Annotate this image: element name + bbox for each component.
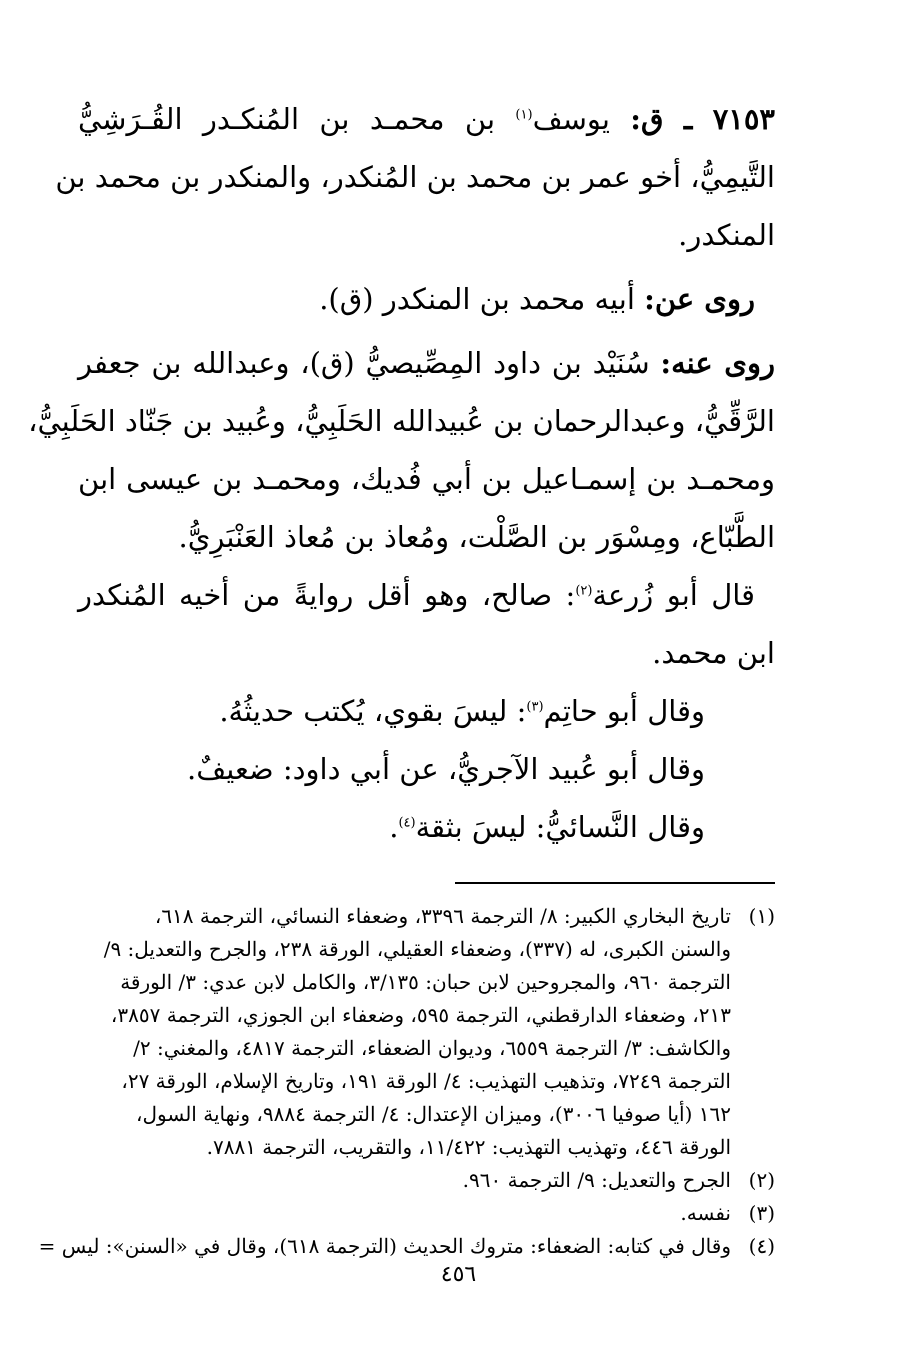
entry-line-3: المنكدر. [678,218,775,252]
narrators-label: روى عنه: [660,346,775,380]
narrators-line-2: الرَّقِّيُّ، وعبدالرحمان بن عُبيدالله الحَلَبِيُّ، وعُبيد بن جَنّاد الحَلَبِيُّ، [28,404,775,438]
footnote-1-line: ١٦٢ (أيا صوفيا ٣٠٠٦)، وميزان الإعتدال: ٤/ الترجمة ٩٨٨٤، ونهاية السول، [136,1102,731,1126]
quote-nasai: وقال النَّسائيُّ: ليسَ بثقة$^{(٤)}$. [389,810,705,844]
footnote-1-line: والسنن الكبرى، له (٣٣٧)، وضعفاء العقيلي، الورقة ٢٣٨، والجرح والتعديل: ٩/ [103,937,731,961]
narrators-line-3: ومحمـد بن إسمـاعيل بن أبي فُديك، ومحمـد بن عيسى ابن [78,462,775,496]
narrators-line-4: الطَّبّاع، ومِسْوَر بن الصَّلْت، ومُعاذ بن مُعاذ العَنْبَرِيُّ. [178,520,775,554]
page-number: ٤٥٦ [440,1262,477,1287]
entry-code: ق [641,102,664,136]
quote-abu-zura-cont: ابن محمد. [652,636,775,670]
footnote-divider [455,882,775,884]
footnote-1: (١)تاريخ البخاري الكبير: ٨/ الترجمة ٣٣٩٦، وضعفاء النسائي، الترجمة ٦١٨، [154,904,775,928]
footnote-1-line: الورقة ٤٤٦، وتهذيب التهذيب: ١١/٤٢٢، والتقريب، الترجمة ٧٨٨١. [206,1135,731,1159]
footnote-1-line: ٢١٣، وضعفاء الدارقطني، الترجمة ٥٩٥، وضعفاء ابن الجوزي، الترجمة ٣٨٥٧، [110,1003,731,1027]
narrated-from-label: روى عن: [644,282,755,316]
footnote-ref-4: (٤) [398,815,416,831]
footnote-1-line: الترجمة ٧٢٤٩، وتذهيب التهذيب: ٤/ الورقة ١٩١، وتاريخ الإسلام، الورقة ٢٧، [121,1069,731,1093]
footnote-ref-1: (١) [515,107,533,123]
entry-line-2: التَّيمِيُّ، أخو عمر بن محمد بن المُنكدر، والمنكدر بن محمد بن [55,160,775,194]
footnote-ref-2: (٢) [575,583,593,599]
quote-ajurri: وقال أبو عُبيد الآجريُّ، عن أبي داود: ضعيفٌ. [187,752,705,786]
footnote-4: (٤)وقال في كتابه: الضعفاء: متروك الحديث (الترجمة ٦١٨)، وقال في «السنن»: ليس = [38,1234,775,1258]
narrators-line-1: روى عنه: سُنَيْد بن داود المِصِّيصيُّ (ق)، وعبدالله بن جعفر [78,346,775,380]
main-text [28,90,776,856]
entry-number: ٧١٥٣ [712,102,776,136]
narrated-from [78,270,775,328]
footnote-1-line: والكاشف: ٣/ الترجمة ٦٥٥٩، وديوان الضعفاء، الترجمة ٤٨١٧، والمغني: ٢/ [133,1036,731,1060]
entry-name: يوسف [532,102,610,136]
quote-abu-zura: قال أبو زُرعة$^{(٢)}$: صالح، وهو أقل روايةً من أخيه المُنكدر [78,578,755,612]
footnote-3: (٣)نفسه. [680,1201,775,1225]
quote-abu-hatim: وقال أبو حاتِم$^{(٣)}$: ليسَ بقوي، يُكتب حديثُهُ. [219,694,705,728]
narrated-from-text: أبيه محمد بن المنكدر (ق). [319,282,635,316]
footnotes [38,900,775,1263]
entry-heading-line: ٧١٥٣ ـ ق: يوسف$^{(١)}$ بن محمـد بن المُنكـدر القُـرَشِيُّ [78,102,776,136]
footnote-1-line: الترجمة ٩٦٠، والمجروحين لابن حبان: ٣/١٣٥، والكامل لابن عدي: ٣/ الورقة [120,970,731,994]
entry-name-rest: بن محمـد بن المُنكـدر القُـرَشِيُّ [78,102,496,136]
footnote-ref-3: (٣) [526,699,544,715]
footnote-2: (٢)الجرح والتعديل: ٩/ الترجمة ٩٦٠. [462,1168,775,1192]
